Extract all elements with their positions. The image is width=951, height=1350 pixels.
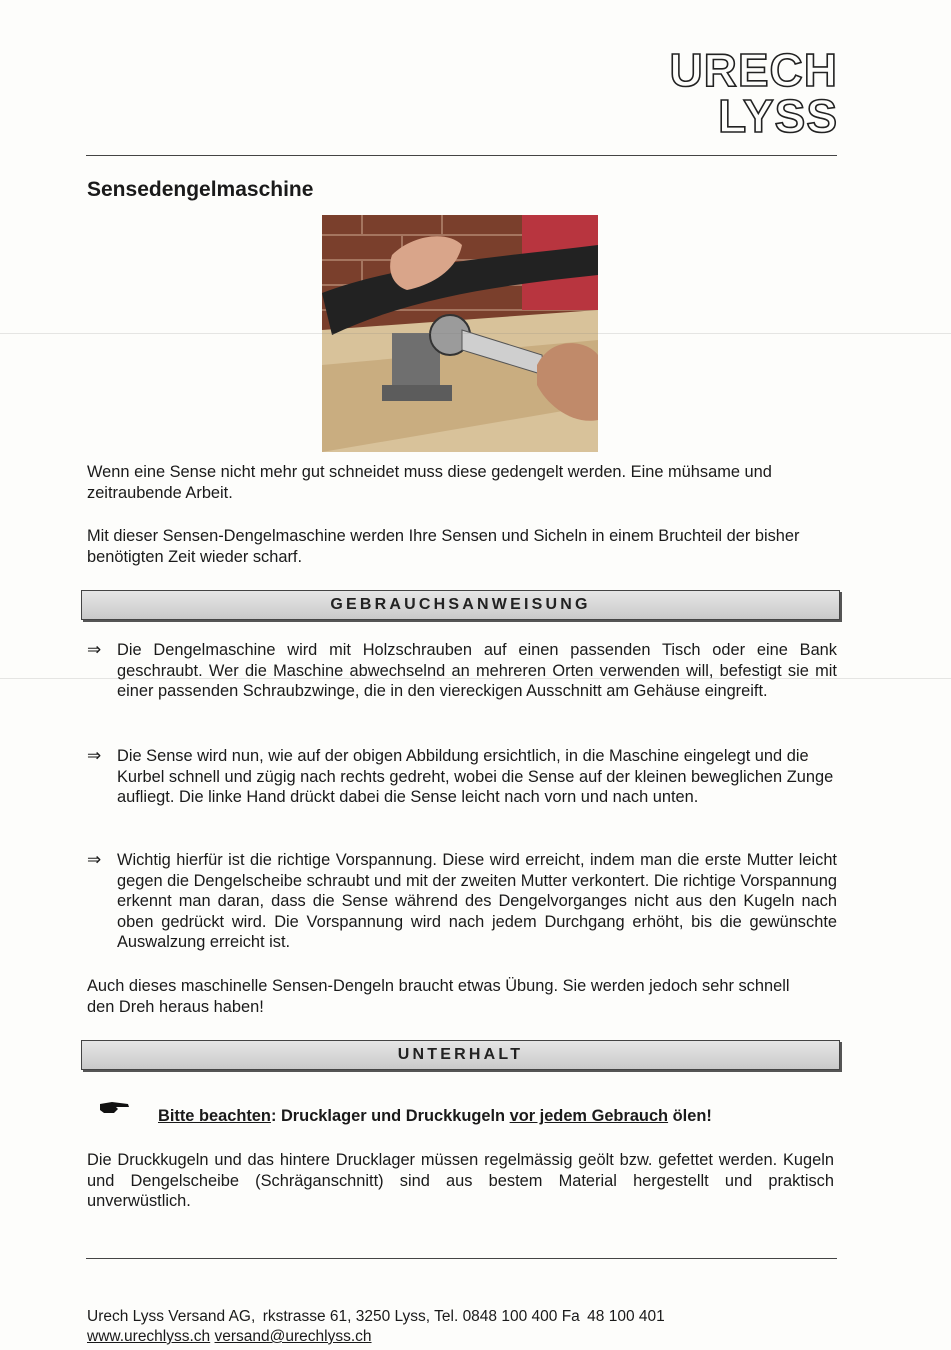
arrow-right-icon: ⇒ [87,746,102,765]
instruction-item [87,746,837,808]
header-rule [86,155,837,156]
note-colon: : [270,1107,277,1125]
arrow-right-icon: ⇒ [87,850,102,869]
footer-links [87,1327,665,1347]
maintenance-paragraph: Die Druckkugeln und das hintere Drucklager müssen regelmässig geölt bzw. gefettet werden. Kugeln und Dengelscheibe (Schräganschnitt) sind aus bestem Material hergestellt und praktisch unverwüstlich. [87,1151,834,1210]
email-link[interactable]: versand@urechlyss.ch [214,1328,372,1345]
intro-paragraph-2: Mit dieser Sensen-Dengelmaschine werden Ihre Sensen und Sicheln in einem Bruchteil der bisher benötigten Zeit wieder scharf. [87,527,800,566]
website-link[interactable]: www.urechlyss.ch [87,1328,211,1345]
section-heading-gebrauchsanweisung [81,590,840,620]
instruction-text: Die Sense wird nun, wie auf der obigen Abbildung ersichtlich, in die Maschine eingelegt und die Kurbel schnell und zügig nach rechts gedreht, wobei die Sense auf der kleinen beweglichen Zunge aufliegt. Die linke Hand drückt dabei die Sense leicht nach vorn und nach unten. [117,747,834,806]
urech-lyss-logo [600,44,840,136]
logo-line-1: URECH [669,44,838,96]
footer-address: Urech Lyss Versand AG, rkstrasse 61, 3250 Lyss, Tel. 0848 100 400 Fa 48 100 401 [87,1308,665,1325]
section-heading-text: UNTERHALT [397,1046,524,1063]
maintenance-note [158,1107,712,1126]
instruction-text: Die Dengelmaschine wird mit Holzschrauben auf einen passenden Tisch oder eine Bank geschraubt. Wer die Maschine abwechselnd an mehreren Orten verwenden will, befestigt sie mit einer passenden Schraubzwinge, die in den viereckigen Ausschnitt am Gehäuse eingreift. [117,641,837,700]
arrow-right-icon: ⇒ [87,640,102,659]
note-text-before: Drucklager und Druckkugeln [276,1107,510,1125]
section-heading-unterhalt [81,1040,840,1070]
closing-paragraph: Auch dieses maschinelle Sensen-Dengeln braucht etwas Übung. Sie werden jedoch sehr schnell den Dreh heraus haben! [87,977,790,1016]
note-emphasis: vor jedem Gebrauch [509,1107,669,1125]
footer [87,1307,665,1347]
logo-line-2: LYSS [718,90,838,136]
instruction-text: Wichtig hierfür ist die richtige Vorspannung. Diese wird erreicht, indem man die erste Mutter leicht gegen die Dengelscheibe schraubt und mit der zweiten Mutter verkontert. Die richtige Vorspannung erkennt man daran, dass die Sense während des Dengelvorganges nicht aus den Kugeln nach oben gedrückt wird. Die Vorspannung wird nach jedem Durchgang erhöht, bis die gewünschte Auswalzung erreicht ist. [117,851,837,951]
page-title: Sensedengelmaschine [87,178,314,201]
instruction-item [87,850,837,953]
scan-artifact-line [0,333,951,334]
note-label: Bitte beachten [158,1107,271,1125]
section-heading-text: GEBRAUCHSANWEISUNG [330,596,591,613]
intro-paragraph-1: Wenn eine Sense nicht mehr gut schneidet muss diese gedengelt werden. Eine mühsame und zeitraubende Arbeit. [87,463,772,502]
scan-artifact-line [0,678,951,679]
instruction-item [87,640,837,702]
pointing-hand-icon [98,1098,132,1116]
footer-rule [86,1258,837,1259]
note-text-after: ölen! [668,1107,712,1125]
